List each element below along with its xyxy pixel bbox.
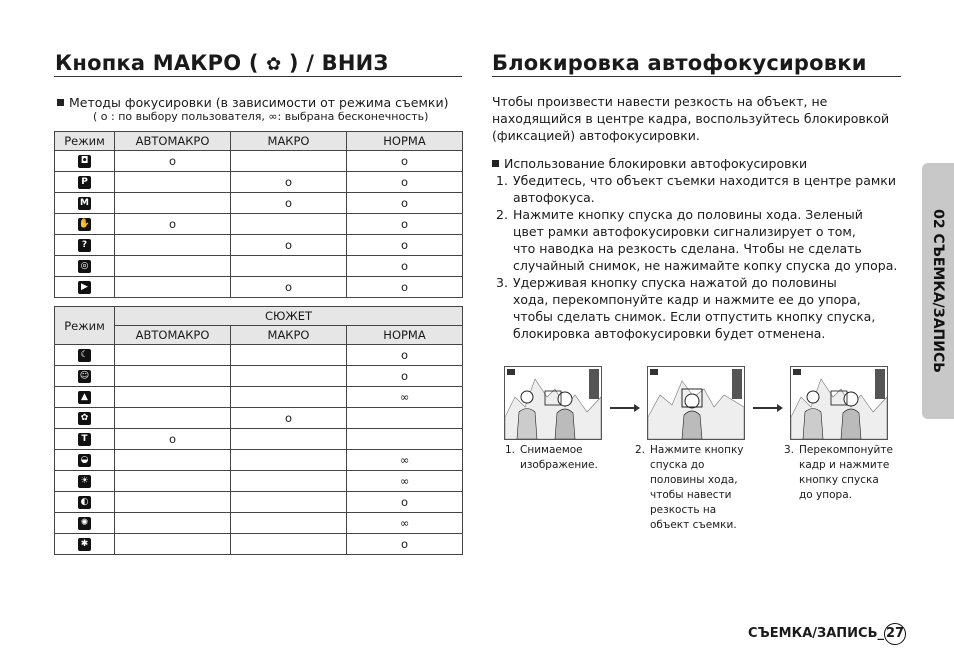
portrait-icon: ◎ — [78, 260, 91, 273]
caption-3: 3. Перекомпонуйте кадр и нажмите кнопку спуска до упора. — [784, 444, 893, 501]
manual-icon: M — [78, 197, 91, 210]
focus-cell — [231, 387, 347, 408]
focus-cell: ∞ — [347, 387, 463, 408]
mode-icon-cell — [55, 471, 115, 492]
table-row — [55, 214, 463, 235]
beach-snow-icon: ✱ — [78, 538, 91, 551]
landscape-icon: ▲ — [78, 391, 91, 404]
table-row — [55, 492, 463, 513]
focus-cell: о — [231, 193, 347, 214]
closeup-icon: ✿ — [78, 412, 91, 425]
mode-icon-cell — [55, 450, 115, 471]
tulip-icon: ✿ — [266, 54, 282, 75]
col-header: АВТОМАКРО — [115, 326, 231, 345]
col-header: НОРМА — [347, 326, 463, 345]
focus-cell: ∞ — [347, 513, 463, 534]
focus-cell — [115, 193, 231, 214]
table-row — [55, 387, 463, 408]
focus-cell: ∞ — [347, 471, 463, 492]
focus-cell — [347, 429, 463, 450]
steps-list — [496, 172, 906, 342]
focus-cell — [115, 235, 231, 256]
chapter-tab: 02 СЪЕМКА/ЗАПИСЬ — [922, 163, 954, 419]
mode-icon-cell — [55, 534, 115, 555]
viewfinder-image-2 — [647, 366, 745, 440]
focus-cell — [231, 366, 347, 387]
mode-icon-cell — [55, 277, 115, 298]
focus-cell — [347, 408, 463, 429]
focus-cell — [115, 492, 231, 513]
focus-cell: ∞ — [347, 450, 463, 471]
focus-cell: о — [231, 172, 347, 193]
focus-cell — [115, 534, 231, 555]
table-row — [55, 277, 463, 298]
right-title: Блокировка автофокусировки — [492, 51, 867, 75]
focus-cell — [231, 471, 347, 492]
step-item: 2. Нажмите кнопку спуска до половины хода. Зеленый цвет рамки автофокусировки сигнализирует о том, что наводка на резкость сделана. Чтобы не сделать случайный снимок, не нажимайте копку спуска до упора. — [496, 207, 898, 273]
step-item: 1. Убедитесь, что объект съемки находится в центре рамки автофокуса. — [496, 173, 896, 205]
focus-cell: о — [347, 235, 463, 256]
page-number: 27 — [884, 623, 906, 645]
mode-icon-cell — [55, 214, 115, 235]
focus-cell: о — [347, 172, 463, 193]
col-header: Режим — [55, 132, 115, 151]
focus-cell — [231, 345, 347, 366]
scene-header: СЮЖЕТ — [115, 307, 463, 326]
mode-icon-cell — [55, 345, 115, 366]
col-header: АВТОМАКРО — [115, 132, 231, 151]
focus-methods-bullet: Методы фокусировки (в зависимости от режима съемки) — [57, 94, 448, 111]
focus-cell — [115, 387, 231, 408]
focus-cell: о — [347, 492, 463, 513]
focus-cell — [115, 513, 231, 534]
mode-icon-cell — [55, 387, 115, 408]
viewfinder-image-3 — [790, 366, 888, 440]
program-icon: P — [78, 176, 91, 189]
text-icon: T — [78, 433, 91, 446]
focus-cell: о — [347, 277, 463, 298]
focus-cell: о — [347, 366, 463, 387]
table-row — [55, 256, 463, 277]
mode-icon-cell — [55, 513, 115, 534]
dawn-icon: ☀ — [78, 475, 91, 488]
camera-auto-icon: ◘ — [78, 155, 91, 168]
footer — [748, 623, 906, 645]
focus-cell: о — [347, 151, 463, 172]
mode-icon-cell — [55, 408, 115, 429]
focus-cell — [115, 450, 231, 471]
focus-cell: о — [347, 345, 463, 366]
photo-help-icon: ? — [78, 239, 91, 252]
focus-cell — [115, 408, 231, 429]
focus-table-modes — [54, 131, 463, 298]
af-lock-bullet: Использование блокировки автофокусировки — [492, 155, 807, 172]
focus-cell — [115, 277, 231, 298]
focus-cell: о — [347, 193, 463, 214]
mode-icon-cell — [55, 235, 115, 256]
focus-cell — [231, 151, 347, 172]
table-row — [55, 172, 463, 193]
table-row — [55, 534, 463, 555]
focus-cell — [231, 256, 347, 277]
caption-2: 2. Нажмите кнопку спуска до половины хода, чтобы навести резкость на объект съемки. — [635, 444, 744, 531]
mode-icon-cell — [55, 172, 115, 193]
table-row — [55, 408, 463, 429]
table-row — [55, 366, 463, 387]
table-row — [55, 193, 463, 214]
focus-cell: о — [231, 408, 347, 429]
mode-icon-cell — [55, 366, 115, 387]
left-title: Кнопка МАКРО ( ✿ ) / ВНИЗ — [55, 51, 389, 75]
focus-cell: о — [347, 214, 463, 235]
mode-icon-cell — [55, 429, 115, 450]
focus-cell — [231, 450, 347, 471]
movie-icon: ▶ — [78, 281, 91, 294]
caption-1: 1. Снимаемое изображение. — [505, 444, 598, 471]
focus-cell — [115, 256, 231, 277]
focus-cell — [115, 172, 231, 193]
focus-cell — [231, 214, 347, 235]
table-row — [55, 471, 463, 492]
focus-cell — [115, 345, 231, 366]
backlight-icon: ◐ — [78, 496, 91, 509]
col-header: МАКРО — [231, 326, 347, 345]
focus-cell: о — [115, 214, 231, 235]
focus-cell: о — [347, 256, 463, 277]
table-row — [55, 151, 463, 172]
table-row — [55, 429, 463, 450]
mode-icon-cell — [55, 193, 115, 214]
night-icon: ☾ — [78, 349, 91, 362]
sunset-icon: ◒ — [78, 454, 91, 467]
footer-section: СЪЕМКА/ЗАПИСЬ_ — [748, 626, 885, 641]
portrait-scene-icon: ☺ — [79, 371, 90, 381]
mode-icon-cell — [55, 151, 115, 172]
focus-cell — [231, 492, 347, 513]
table-row — [55, 450, 463, 471]
mode-icon-cell — [55, 492, 115, 513]
focus-cell: о — [231, 235, 347, 256]
table-row — [55, 513, 463, 534]
fireworks-icon: ✺ — [78, 517, 91, 530]
focus-cell: о — [231, 277, 347, 298]
focus-cell — [231, 534, 347, 555]
dis-icon: ✋ — [78, 219, 91, 229]
focus-cell: о — [115, 151, 231, 172]
focus-cell: о — [115, 429, 231, 450]
table-row — [55, 345, 463, 366]
mode-icon-cell — [55, 256, 115, 277]
focus-cell — [231, 513, 347, 534]
focus-cell — [115, 471, 231, 492]
focus-cell — [231, 429, 347, 450]
table-row — [55, 235, 463, 256]
focus-table-scenes — [54, 306, 463, 555]
focus-cell: о — [347, 534, 463, 555]
intro-text: Чтобы произвести навести резкость на объект, не находящийся в центре кадра, воспользуйтесь блокировкой (фиксацией) автофокусировки. — [492, 94, 890, 143]
col-header: НОРМА — [347, 132, 463, 151]
legend-note: ( о : по выбору пользователя, ∞: выбрана бесконечность) — [93, 110, 429, 123]
focus-cell — [115, 366, 231, 387]
mode-header: Режим — [55, 307, 115, 345]
step-item: 3. Удерживая кнопку спуска нажатой до половины хода, перекомпонуйте кадр и нажмите ее до упора, чтобы сделать снимок. Если отпустить кнопку спуска, блокировка автофокусировки будет отменена. — [496, 275, 876, 341]
viewfinder-image-1 — [504, 366, 602, 440]
col-header: МАКРО — [231, 132, 347, 151]
